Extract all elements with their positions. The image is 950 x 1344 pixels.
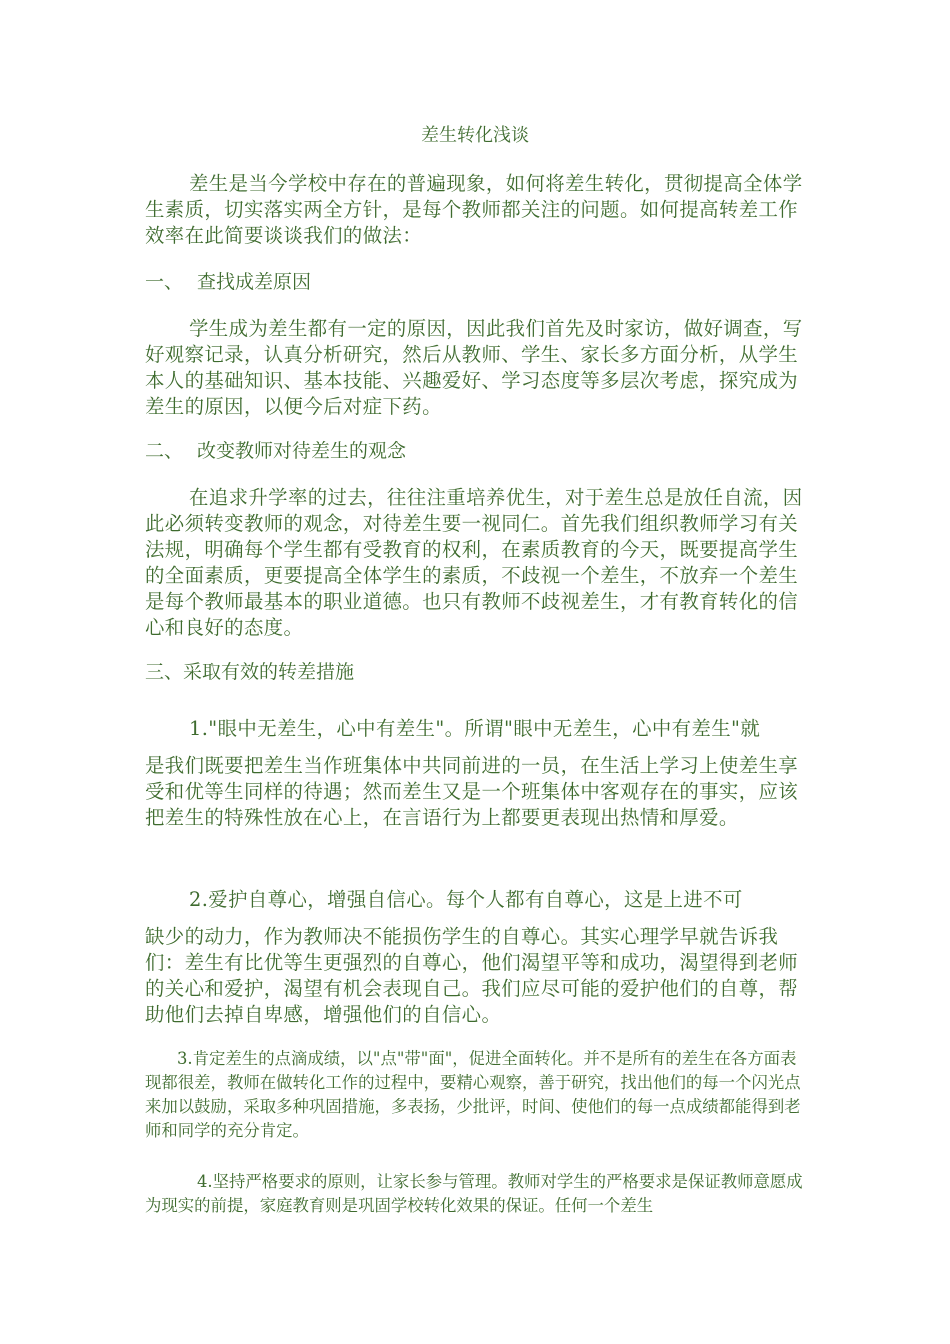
section-number: 一、 bbox=[145, 271, 184, 293]
section-heading-1 bbox=[145, 269, 810, 295]
section-heading-3: 三、采取有效的转差措施 bbox=[145, 661, 355, 683]
measure-3-text: 3.肯定差生的点滴成绩，以"点"带"面"，促进全面转化。并不是所有的差生在各方面表现都很差，教师在做转化工作的过程中，要精心观察，善于研究，找出他们的每一个闪光点来加以鼓励，采取多种巩固措施，多表扬，少批评，时间、使他们的每一点成绩都能得到老师和同学的充分肯定。 bbox=[145, 1049, 801, 1140]
measure-4-text: 4.坚持严格要求的原则，让家长参与管理。教师对学生的严格要求是保证教师意愿成为现实的前提，家庭教育则是巩固学校转化效果的保证。任何一个差生 bbox=[145, 1172, 803, 1215]
section-2-paragraph: 在追求升学率的过去，往往注重培养优生，对于差生总是放任自流，因此必须转变教师的观念，对待差生要一视同仁。首先我们组织教师学习有关法规，明确每个学生都有受教育的权利，在素质教育的今天，既要提高学生的全面素质，更要提高全体学生的素质，不歧视一个差生，不放弃一个差生是每个教师最基本的职业道德。也只有教师不歧视差生，才有教育转化的信心和良好的态度。 bbox=[145, 486, 803, 639]
section-heading-text: 查找成差原因 bbox=[197, 271, 312, 293]
measure-2-lead: 2.爱护自尊心，增强自信心。每个人都有自尊心，这是上进不可 bbox=[189, 888, 743, 911]
section-number: 二、 bbox=[145, 440, 184, 462]
measure-4-paragraph bbox=[145, 1170, 810, 1218]
measure-1-lead: 1."眼中无差生，心中有差生"。所谓"眼中无差生，心中有差生"就 bbox=[189, 717, 761, 740]
section-1-paragraph: 学生成为差生都有一定的原因，因此我们首先及时家访，做好调查，写好观察记录，认真分析研究，然后从教师、学生、家长多方面分析，从学生本人的基础知识、基本技能、兴趣爱好、学习态度等多层次考虑，探究成为差生的原因，以便今后对症下药。 bbox=[145, 317, 803, 418]
measure-3-paragraph bbox=[145, 1047, 810, 1143]
measure-1-paragraph bbox=[145, 716, 810, 831]
measure-2-body: 缺少的动力，作为教师决不能损伤学生的自尊心。其实心理学早就告诉我们：差生有比优等生更强烈的自尊心，他们渴望平等和成功，渴望得到老师的关心和爱护，渴望有机会表现自己。我们应尽可能的爱护他们的自尊，帮助他们去掉自卑感，增强他们的自信心。 bbox=[145, 925, 799, 1026]
section-heading-text: 改变教师对待差生的观念 bbox=[197, 440, 407, 462]
measure-1-body: 是我们既要把差生当作班集体中共同前进的一员，在生活上学习上使差生享受和优等生同样的待遇；然而差生又是一个班集体中客观存在的事实，应该把差生的特殊性放在心上，在言语行为上都要更表现出热情和厚爱。 bbox=[145, 754, 799, 829]
section-heading-2 bbox=[145, 438, 810, 464]
measure-2-paragraph bbox=[145, 887, 810, 1028]
document-title: 差生转化浅谈 bbox=[421, 125, 529, 146]
intro-paragraph: 差生是当今学校中存在的普遍现象，如何将差生转化，贯彻提高全体学生素质，切实落实两全方针，是每个教师都关注的问题。如何提高转差工作效率在此简要谈谈我们的做法： bbox=[145, 172, 803, 247]
